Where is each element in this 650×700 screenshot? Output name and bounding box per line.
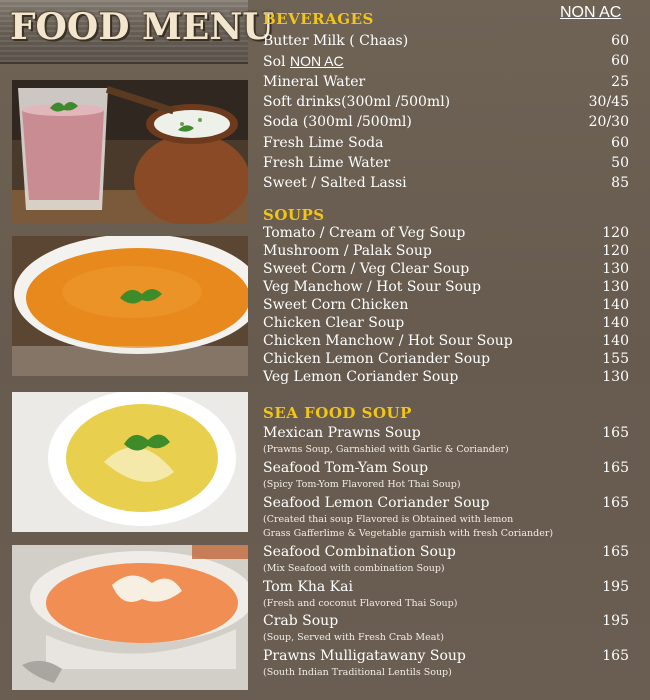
item-name: Mexican Prawns Soup: [263, 425, 421, 441]
menu-item: [263, 315, 629, 333]
item-description: (Prawns Soup, Garnshied with Garlic & Coriander): [263, 444, 509, 455]
item-description: (Spicy Tom-Yom Flavored Hot Thai Soup): [263, 479, 461, 490]
soups-heading: SOUPS: [263, 206, 325, 224]
menu-item: [263, 495, 629, 513]
item-description: Grass Gafferlime & Vegetable garnish with fresh Coriander): [263, 528, 554, 539]
item-price: 130: [602, 369, 629, 385]
menu-item: [263, 225, 629, 243]
menu-item: [263, 279, 629, 297]
item-description: (Fresh and coconut Flavored Thai Soup): [263, 598, 458, 609]
item-price: 120: [602, 243, 629, 259]
menu-item: [263, 297, 629, 315]
item-description: (Mix Seafood with combination Soup): [263, 563, 445, 574]
item-name: Chicken Manchow / Hot Sour Soup: [263, 333, 513, 349]
item-price: 30/45: [588, 94, 629, 110]
menu-item: [263, 94, 629, 112]
item-price: 20/30: [588, 114, 629, 130]
item-price: 140: [602, 297, 629, 313]
item-description: (Soup, Served with Fresh Crab Meat): [263, 632, 444, 643]
item-name: Veg Manchow / Hot Sour Soup: [263, 279, 481, 295]
item-price: 50: [611, 155, 629, 171]
non-ac-column-header: NON AC: [560, 4, 622, 21]
item-price: 85: [611, 175, 629, 191]
menu-item: [263, 155, 629, 173]
item-name: Mineral Water: [263, 74, 366, 90]
menu-item: [263, 74, 629, 92]
item-price: 130: [602, 261, 629, 277]
item-price: 25: [611, 74, 629, 90]
item-description: (South Indian Traditional Lentils Soup): [263, 667, 452, 678]
item-name: Chicken Lemon Coriander Soup: [263, 351, 491, 367]
item-name: Fresh Lime Soda: [263, 135, 384, 151]
menu-item: [263, 351, 629, 369]
item-price: 165: [602, 495, 629, 511]
tomato-soup-photo: [12, 236, 248, 376]
menu-item: [263, 114, 629, 132]
item-name: Soda (300ml /500ml): [263, 114, 412, 130]
item-name: Seafood Lemon Coriander Soup: [263, 495, 490, 511]
menu-item: [263, 261, 629, 279]
item-name: Seafood Tom-Yam Soup: [263, 460, 429, 476]
item-name-wrap: [263, 53, 344, 70]
item-price: 155: [602, 351, 629, 367]
menu-item: [263, 613, 629, 631]
menu-item: [263, 175, 629, 193]
item-name: Butter Milk ( Chaas): [263, 33, 409, 49]
non-ac-tag: NON AC: [289, 53, 344, 69]
item-name: Fresh Lime Water: [263, 155, 391, 171]
item-price: 60: [611, 53, 629, 69]
crab-soup-photo: [12, 545, 248, 690]
item-price: 195: [602, 613, 629, 629]
item-name: Sweet / Salted Lassi: [263, 175, 407, 191]
item-price: 60: [611, 135, 629, 151]
item-price: 60: [611, 33, 629, 49]
beverages-illustration: [12, 80, 248, 224]
item-name: Sol: [263, 54, 286, 70]
corn-soup-photo: [12, 392, 248, 532]
menu-item: [263, 648, 629, 666]
menu-item: [263, 333, 629, 351]
item-price: 165: [602, 425, 629, 441]
item-name: Tomato / Cream of Veg Soup: [263, 225, 466, 241]
item-description: (Created thai soup Flavored is Obtained with lemon: [263, 514, 514, 525]
tomato-soup-illustration: [12, 236, 248, 376]
item-name: Sweet Corn / Veg Clear Soup: [263, 261, 470, 277]
menu-item: [263, 243, 629, 261]
item-name: Soft drinks(300ml /500ml): [263, 94, 451, 110]
menu-item: [263, 460, 629, 478]
item-name: Veg Lemon Coriander Soup: [263, 369, 459, 385]
menu-item: [263, 53, 629, 71]
item-name: Seafood Combination Soup: [263, 544, 456, 560]
item-price: 165: [602, 648, 629, 664]
item-name: Prawns Mulligatawany Soup: [263, 648, 466, 664]
item-name: Chicken Clear Soup: [263, 315, 405, 331]
menu-title-sign: [0, 0, 274, 64]
beverages-photo: [12, 80, 248, 224]
beverages-heading: BEVERAGES: [263, 10, 374, 28]
corn-soup-illustration: [12, 392, 248, 532]
item-price: 120: [602, 225, 629, 241]
item-name: Crab Soup: [263, 613, 339, 629]
seafood-heading: SEA FOOD SOUP: [263, 404, 412, 422]
item-price: 140: [602, 315, 629, 331]
menu-item: [263, 579, 629, 597]
menu-item: [263, 135, 629, 153]
item-price: 165: [602, 460, 629, 476]
menu-item: [263, 425, 629, 443]
item-name: Tom Kha Kai: [263, 579, 353, 595]
item-price: 195: [602, 579, 629, 595]
page-title: FOOD MENU: [10, 6, 274, 48]
menu-item: [263, 369, 629, 387]
menu-item: [263, 33, 629, 51]
item-price: 140: [602, 333, 629, 349]
item-price: 130: [602, 279, 629, 295]
crab-soup-illustration: [12, 545, 248, 690]
item-name: Sweet Corn Chicken: [263, 297, 409, 313]
menu-item: [263, 544, 629, 562]
item-price: 165: [602, 544, 629, 560]
item-name: Mushroom / Palak Soup: [263, 243, 432, 259]
